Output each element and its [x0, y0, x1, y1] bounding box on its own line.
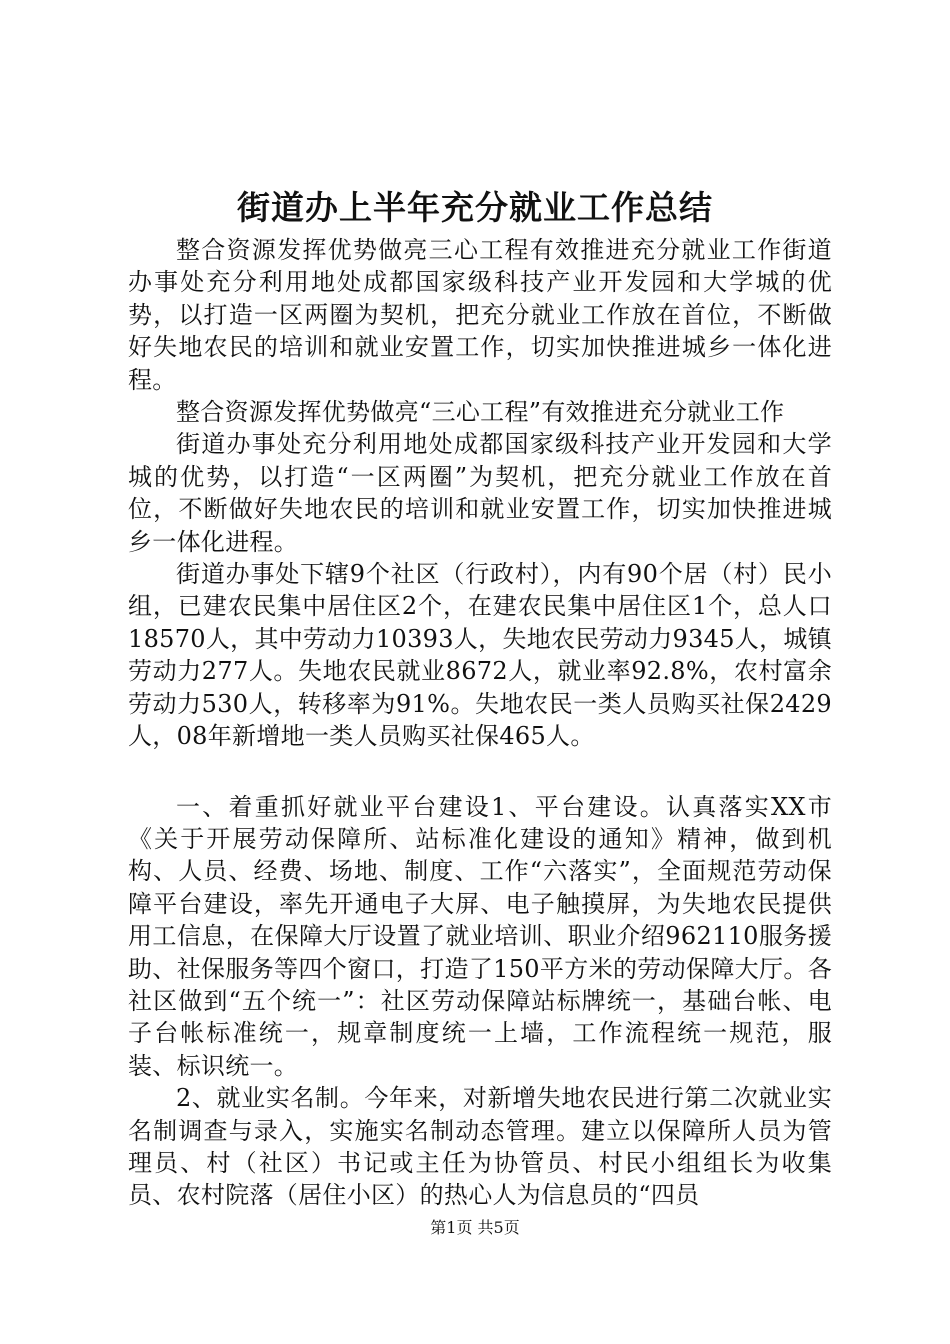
paragraph: 整合资源发挥优势做亮“三心工程”有效推进充分就业工作 — [176, 398, 785, 427]
paragraph-gap — [128, 753, 832, 791]
document-title: 街道办上半年充分就业工作总结 — [237, 188, 713, 227]
paragraph: 一、着重抓好就业平台建设1、平台建设。认真落实XX市《关于开展劳动保障所、站标准化建设的通知》精神，做到机构、人员、经费、场地、制度、工作“六落实”，全面规范劳动保障平台建设，率先开通电子大屏、电子触摸屏，为失地农民提供用工信息，在保障大厅设置了就业培训、职业介绍962110服务援助、社保服务等四个窗口，打造了150平方米的劳动保障大厅。各社区做到“五个统一”：社区劳动保障站标牌统一，基础台帐、电子台帐标准统一，规章制度统一上墙，工作流程统一规范，服装、标识统一。 — [128, 792, 832, 1080]
paragraph: 整合资源发挥优势做亮三心工程有效推进充分就业工作街道办事处充分利用地处成都国家级科技产业开发园和大学城的优势，以打造一区两圈为契机，把充分就业工作放在首位，不断做好失地农民的培训和就业安置工作，切实加快推进城乡一体化进程。 — [128, 236, 832, 394]
paragraph: 街道办事处下辖9个社区（行政村），内有90个居（村）民小组，已建农民集中居住区2个，在建农民集中居住区1个，总人口18570人，其中劳动力10393人，失地农民劳动力9345人，城镇劳动力277人。失地农民就业8672人，就业率92.8%，农村富余劳动力530人，转移率为91%。失地农民一类人员购买社保2429人，08年新增地一类人员购买社保465人。 — [128, 560, 832, 751]
page-footer: 第1页 共5页 — [430, 1218, 520, 1237]
paragraph: 2、就业实名制。今年来，对新增失地农民进行第二次就业实名制调查与录入，实施实名制动态管理。建立以保障所人员为管理员、村（社区）书记或主任为协管员、村民小组组长为收集员、农村院落（居住小区）的热心人为信息员的“四员 — [128, 1084, 832, 1210]
document-body — [128, 234, 832, 1212]
paragraph: 街道办事处充分利用地处成都国家级科技产业开发园和大学城的优势，以打造“一区两圈”为契机，把充分就业工作放在首位，不断做好失地农民的培训和就业安置工作，切实加快推进城乡一体化进程。 — [128, 430, 832, 556]
